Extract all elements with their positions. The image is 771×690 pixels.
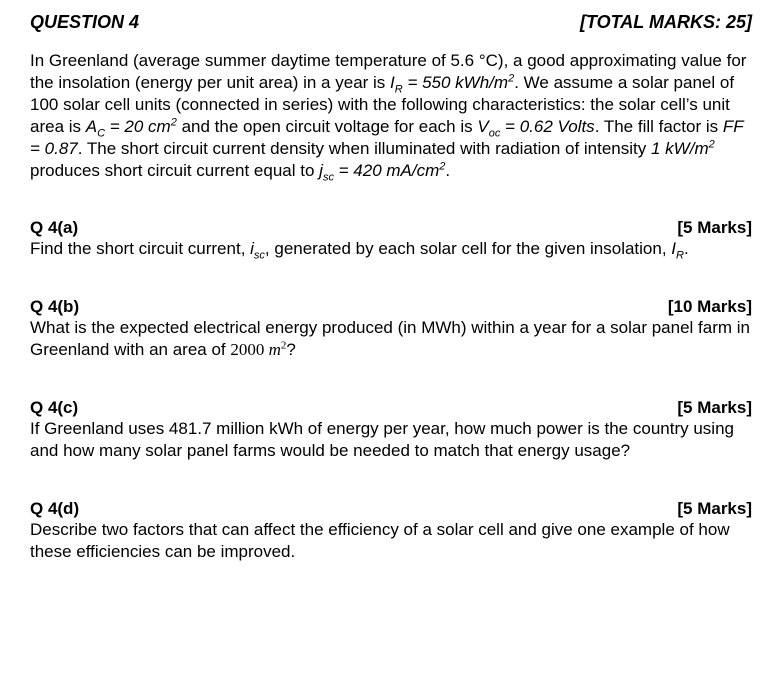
question-4c [30,397,752,462]
question-4a [30,217,752,260]
question-4a-header [30,217,752,238]
question-header [30,8,752,36]
question-4b [30,296,752,361]
question-4d [30,498,752,563]
total-marks: [TOTAL MARKS: 25] [579,12,752,32]
question-4c-text: If Greenland uses 481.7 million kWh of energy per year, how much power is the country using and how many solar panel farms would be needed to match that energy usage? [30,419,734,460]
question-4b-header [30,296,752,317]
question-4b-marks: [10 Marks] [667,297,752,316]
question-intro: In Greenland (average summer daytime temperature of 5.6 °C), a good approximating value for the insolation (energy per unit area) in a year is $I_R = 550$ kWh/$m^2$. We assume a solar panel of 100 solar cell units (connected in series) with the following characteristics: the solar cell’s unit area is $A_C = 20$ $cm^2$ and the open circuit voltage for each is $V_{oc} = 0.62$ Volts. The fill factor is FF = 0.87. The short circuit current density when illuminated with radiation of intensity 1 $kW/m^2$ produces short circuit current equal to $j_{sc} = 420$ $mA/cm^2$. [30,51,747,184]
question-4d-label: Q 4(d) [30,499,80,518]
question-page [30,8,752,563]
question-4a-label: Q 4(a) [30,218,79,237]
question-4c-label: Q 4(c) [30,398,79,417]
question-4b-label: Q 4(b) [30,297,80,316]
question-4d-marks: [5 Marks] [677,499,752,518]
question-4a-marks: [5 Marks] [677,218,752,237]
question-4b-text: What is the expected electrical energy produced (in MWh) within a year for a solar panel farm in Greenland with an area of 2000 $m^2$? [30,318,750,359]
question-title: QUESTION 4 [30,12,140,32]
question-4d-text: Describe two factors that can affect the efficiency of a solar cell and give one example of how these efficiencies can be improved. [30,520,730,561]
question-4c-header [30,397,752,418]
question-4c-marks: [5 Marks] [677,398,752,417]
question-4d-header [30,498,752,519]
question-4a-text: Find the short circuit current, $i_{sc}$, generated by each solar cell for the given insolation, $I_R$. [30,239,689,262]
